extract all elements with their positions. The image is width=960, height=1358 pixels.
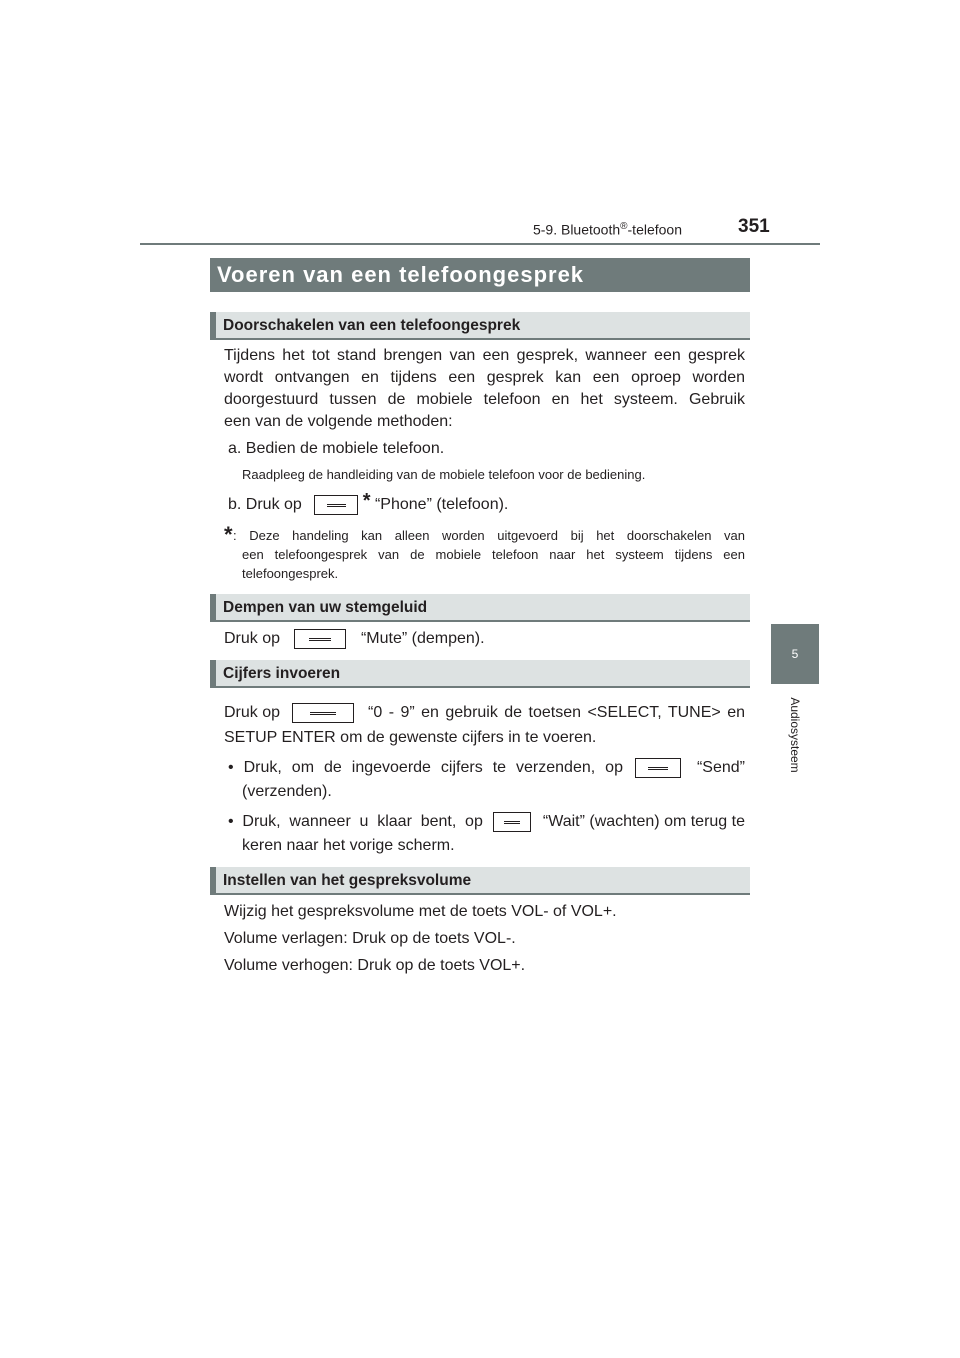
send-bullet-suffix: “Send” — [696, 759, 745, 776]
mute-button-icon — [294, 629, 346, 649]
footnote-star: * — [224, 522, 233, 547]
header-rule — [140, 243, 820, 245]
digits-line-1-suffix: “0 - 9” en gebruik de toetsen <SELECT, TUNE> en — [368, 704, 745, 721]
wait-bullet-text: • Druk, wanneer u klaar bent, op — [228, 813, 483, 830]
transfer-para-line-1: Tijdens het tot stand brengen van een gesprek, wanneer een gesprek — [224, 347, 745, 364]
footnote-marker: * — [362, 490, 371, 512]
mute-line-suffix: “Mute” (dempen). — [360, 630, 485, 647]
send-bullet-text: • Druk, om de ingevoerde cijfers te verzenden, op — [228, 759, 623, 776]
footnote-line-1: : Deze handeling kan alleen worden uitgevoerd bij het doorschakelen van — [233, 528, 745, 543]
note-a: Raadpleeg de handleiding van de mobiele telefoon voor de bediening. — [242, 467, 646, 482]
transfer-para-line-4: een van de volgende methoden: — [224, 413, 453, 430]
send-bullet-cont: (verzenden). — [242, 783, 332, 800]
transfer-para-line-3: doorgestuurd tussen de mobiele telefoon en het systeem. Gebruik — [224, 391, 745, 408]
wait-bullet — [228, 811, 745, 833]
volume-line-1: Wijzig het gespreksvolume met de toets VOL- of VOL+. — [224, 903, 617, 920]
chapter-tab-label: Audiosysteem — [788, 697, 802, 773]
wait-bullet-cont: keren naar het vorige scherm. — [242, 837, 455, 854]
digits-line-1-text: Druk op — [224, 704, 281, 721]
volume-line-3: Volume verhogen: Druk op de toets VOL+. — [224, 957, 526, 974]
item-b-text: b. Druk op — [228, 496, 302, 513]
wait-button-icon — [493, 812, 531, 832]
digits-line-2: SETUP ENTER om de gewenste cijfers in te voeren. — [224, 729, 597, 746]
transfer-para-line-2: wordt ontvangen en tijdens een gesprek kan een oproep worden — [224, 369, 745, 386]
volume-line-2: Volume verlagen: Druk op de toets VOL-. — [224, 930, 516, 947]
page-number: 351 — [738, 216, 770, 237]
mute-line — [224, 628, 485, 650]
chapter-tab: 5 — [771, 624, 819, 684]
item-b — [228, 490, 509, 516]
digits-button-icon — [292, 703, 354, 723]
footnote-line-2: een telefoongesprek van de mobiele telefoon naar het systeem tijdens een — [242, 547, 745, 562]
main-title: Voeren van een telefoongesprek — [210, 258, 750, 292]
digits-line-1 — [224, 702, 745, 724]
item-a: a. Bedien de mobiele telefoon. — [228, 440, 445, 457]
send-button-icon — [635, 758, 681, 778]
footnote-line-3: telefoongesprek. — [242, 566, 339, 581]
section-title-digits: Cijfers invoeren — [210, 660, 750, 688]
section-heading: 5-9. Bluetooth®-telefoon — [532, 221, 682, 238]
mute-line-text: Druk op — [224, 630, 281, 647]
section-title-volume: Instellen van het gespreksvolume — [210, 867, 750, 895]
item-b-suffix: “Phone” (telefoon). — [374, 496, 509, 513]
send-bullet — [228, 757, 745, 779]
phone-button-icon — [314, 495, 358, 515]
section-title-mute: Dempen van uw stemgeluid — [210, 594, 750, 622]
section-title-transfer: Doorschakelen van een telefoongesprek — [210, 312, 750, 340]
wait-bullet-suffix: “Wait” (wachten) om terug te — [542, 813, 745, 830]
